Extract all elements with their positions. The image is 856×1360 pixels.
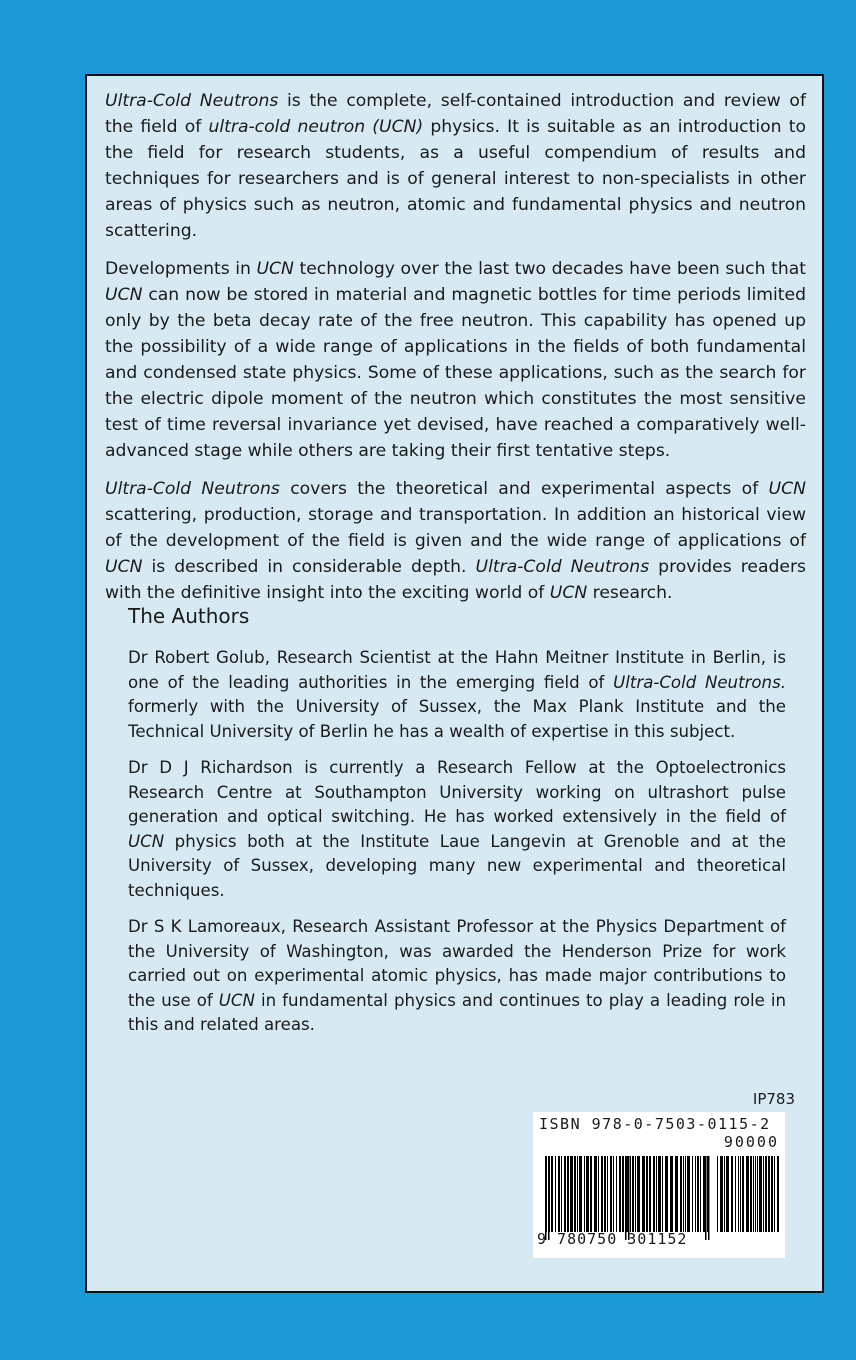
isbn-text: ISBN 978-0-7503-0115-2 bbox=[539, 1115, 771, 1133]
text: formerly with the University of Sussex, the Max Plank Institute and the Technical University of Berlin he has a wealth of expertise in this subject. bbox=[128, 697, 786, 741]
text: scattering, production, storage and transportation. In addition an historical view of the development of the field is given and the wide range of applications of bbox=[105, 505, 806, 551]
barcode-bar bbox=[740, 1156, 741, 1232]
barcode-bar bbox=[724, 1156, 725, 1232]
barcode-bar bbox=[763, 1156, 764, 1232]
text: is the complete, self-contained introduction and review of the field of bbox=[105, 91, 806, 137]
barcode-guard-bar bbox=[708, 1156, 710, 1240]
term: UCN bbox=[549, 583, 588, 603]
barcode-bar bbox=[558, 1156, 560, 1232]
barcode-bar bbox=[653, 1156, 655, 1232]
term: ultra-cold neutron (UCN) bbox=[208, 117, 424, 137]
text: Dr D J Richardson is currently a Research Fellow at the Optoelectronics Research Centre at Southampton University working on ultrashort pulse generation and optical switching. He has worked extensively in the field of bbox=[128, 758, 786, 826]
barcode-bar bbox=[601, 1156, 603, 1232]
price-code-text: 90000 bbox=[723, 1133, 779, 1151]
text: physics. It is suitable as an introduction to the field for research students, as a useful compendium of results and techniques for researchers and is of general interest to non-specialists in other areas of physics such as neutron, atomic and fundamental physics and neutron scattering. bbox=[105, 117, 806, 241]
barcode-bar bbox=[777, 1156, 779, 1232]
term: UCN bbox=[256, 259, 294, 279]
blurb-paragraph-2 bbox=[105, 256, 806, 464]
ean-number-text: 9 780750 301152 bbox=[537, 1230, 688, 1248]
barcode-bar bbox=[774, 1156, 775, 1232]
barcode-bar bbox=[646, 1156, 648, 1232]
barcode-guard-bar bbox=[548, 1156, 550, 1240]
text: research. bbox=[587, 583, 673, 603]
barcode-bar bbox=[742, 1156, 744, 1232]
book-title: Ultra-Cold Neutrons bbox=[105, 91, 279, 111]
barcode-bar bbox=[577, 1156, 578, 1232]
barcode-bar bbox=[771, 1156, 773, 1232]
barcode-bar bbox=[590, 1156, 592, 1232]
barcode-guard-bar bbox=[628, 1156, 630, 1240]
barcode-bar bbox=[551, 1156, 553, 1232]
barcode-bar bbox=[579, 1156, 582, 1232]
barcode-bar bbox=[584, 1156, 585, 1232]
product-code: IP783 bbox=[752, 1090, 795, 1108]
authors-heading: The Authors bbox=[128, 604, 250, 628]
barcode-bar bbox=[695, 1156, 696, 1232]
book-title: Ultra-Cold Neutrons. bbox=[613, 672, 786, 692]
barcode-bar bbox=[665, 1156, 668, 1232]
barcode-bar bbox=[692, 1156, 693, 1232]
barcode-bar bbox=[622, 1156, 624, 1232]
barcode-bar bbox=[717, 1156, 718, 1232]
barcode-bar bbox=[753, 1156, 754, 1232]
text: Developments in bbox=[105, 259, 257, 279]
barcode-bar bbox=[765, 1156, 767, 1232]
barcode-bar bbox=[555, 1156, 556, 1232]
barcode-bar bbox=[619, 1156, 621, 1232]
barcode-bar bbox=[746, 1156, 749, 1232]
author-bio-golub bbox=[128, 646, 786, 744]
barcode-bar bbox=[607, 1156, 608, 1232]
author-bio-richardson bbox=[128, 756, 786, 903]
barcode-bar bbox=[567, 1156, 569, 1232]
barcode-bar bbox=[649, 1156, 651, 1232]
text: in fundamental physics and continues to play a leading role in this and related areas. bbox=[128, 990, 786, 1034]
barcode-bar bbox=[616, 1156, 617, 1232]
barcode-bar bbox=[586, 1156, 589, 1232]
barcode-bar bbox=[656, 1156, 657, 1232]
barcode-bar bbox=[755, 1156, 756, 1232]
barcode-bar bbox=[726, 1156, 729, 1232]
barcode-bar bbox=[703, 1156, 705, 1232]
barcode-bar bbox=[731, 1156, 733, 1232]
barcode-bar bbox=[561, 1156, 562, 1232]
text: provides readers with the definitive insight into the exciting world of bbox=[105, 557, 806, 603]
term: UCN bbox=[768, 479, 806, 499]
barcode-bar bbox=[642, 1156, 645, 1232]
barcode-bar bbox=[574, 1156, 576, 1232]
barcode-bar bbox=[662, 1156, 663, 1232]
barcode-bar bbox=[635, 1156, 636, 1232]
barcode-bar bbox=[632, 1156, 634, 1232]
barcode-guard-bar bbox=[625, 1156, 627, 1240]
term: UCN bbox=[105, 285, 143, 305]
barcode-bar bbox=[720, 1156, 723, 1232]
barcode-bar bbox=[604, 1156, 606, 1232]
barcode-bar bbox=[630, 1156, 631, 1232]
text: is described in considerable depth. bbox=[142, 557, 476, 577]
text: Dr Robert Golub, Research Scientist at the Hahn Meitner Institute in Berlin, is one of the leading authorities in the emerging field of bbox=[128, 648, 786, 692]
back-cover-panel bbox=[85, 74, 824, 1293]
barcode-bar bbox=[613, 1156, 614, 1232]
barcode-bar bbox=[670, 1156, 673, 1232]
barcode-guard-bar bbox=[545, 1156, 547, 1240]
barcode-guard-bar bbox=[705, 1156, 707, 1240]
blurb-paragraph-3 bbox=[105, 476, 806, 606]
barcode-bar bbox=[697, 1156, 699, 1232]
barcode-bar bbox=[564, 1156, 566, 1232]
barcode-bar bbox=[637, 1156, 640, 1232]
blurb-paragraph-1 bbox=[105, 88, 806, 244]
term: UCN bbox=[218, 990, 255, 1010]
barcode-bar bbox=[738, 1156, 739, 1232]
authors-section bbox=[128, 646, 786, 1050]
barcode-bar bbox=[570, 1156, 573, 1232]
author-bio-lamoreaux bbox=[128, 915, 786, 1038]
text: technology over the last two decades have been such that bbox=[293, 259, 806, 279]
barcode-bar bbox=[750, 1156, 752, 1232]
barcode-bar bbox=[759, 1156, 762, 1232]
term: UCN bbox=[128, 831, 165, 851]
barcode-bar bbox=[658, 1156, 661, 1232]
term: UCN bbox=[105, 557, 143, 577]
barcode-bar bbox=[598, 1156, 599, 1232]
text: Dr S K Lamoreaux, Research Assistant Professor at the Physics Department of the University of Washington, was awarded the Henderson Prize for work carried out on experimental atomic physics, has made major contributions to the use of bbox=[128, 917, 786, 1010]
barcode-bar bbox=[675, 1156, 678, 1232]
barcode-bar bbox=[594, 1156, 597, 1232]
blurb bbox=[105, 88, 806, 618]
barcode-bar bbox=[768, 1156, 770, 1232]
barcode-bar bbox=[735, 1156, 736, 1232]
barcode-bar bbox=[683, 1156, 684, 1232]
barcode-bar bbox=[685, 1156, 686, 1232]
text: physics both at the Institute Laue Langevin at Grenoble and at the University of Sussex, developing many new experimental and theoretical techniques. bbox=[128, 831, 786, 900]
barcode-bar bbox=[757, 1156, 758, 1232]
text: can now be stored in material and magnetic bottles for time periods limited only by the beta decay rate of the free neutron. This capability has opened up the possibility of a wide range of applications in the fields of both fundamental and condensed state physics. Some of these applications, such as the search for the electric dipole moment of the neutron which constitutes the most sensitive test of time reversal invariance yet devised, have reached a comparatively well-advanced stage while others are taking their first tentative steps. bbox=[105, 285, 806, 461]
barcode-bar bbox=[687, 1156, 690, 1232]
text: covers the theoretical and experimental aspects of bbox=[279, 479, 769, 499]
barcode-bar bbox=[680, 1156, 682, 1232]
book-title: Ultra-Cold Neutrons bbox=[475, 557, 650, 577]
book-title: Ultra-Cold Neutrons bbox=[105, 479, 280, 499]
barcode-bar bbox=[610, 1156, 612, 1232]
isbn-barcode bbox=[533, 1112, 785, 1258]
barcode-bar bbox=[700, 1156, 701, 1232]
